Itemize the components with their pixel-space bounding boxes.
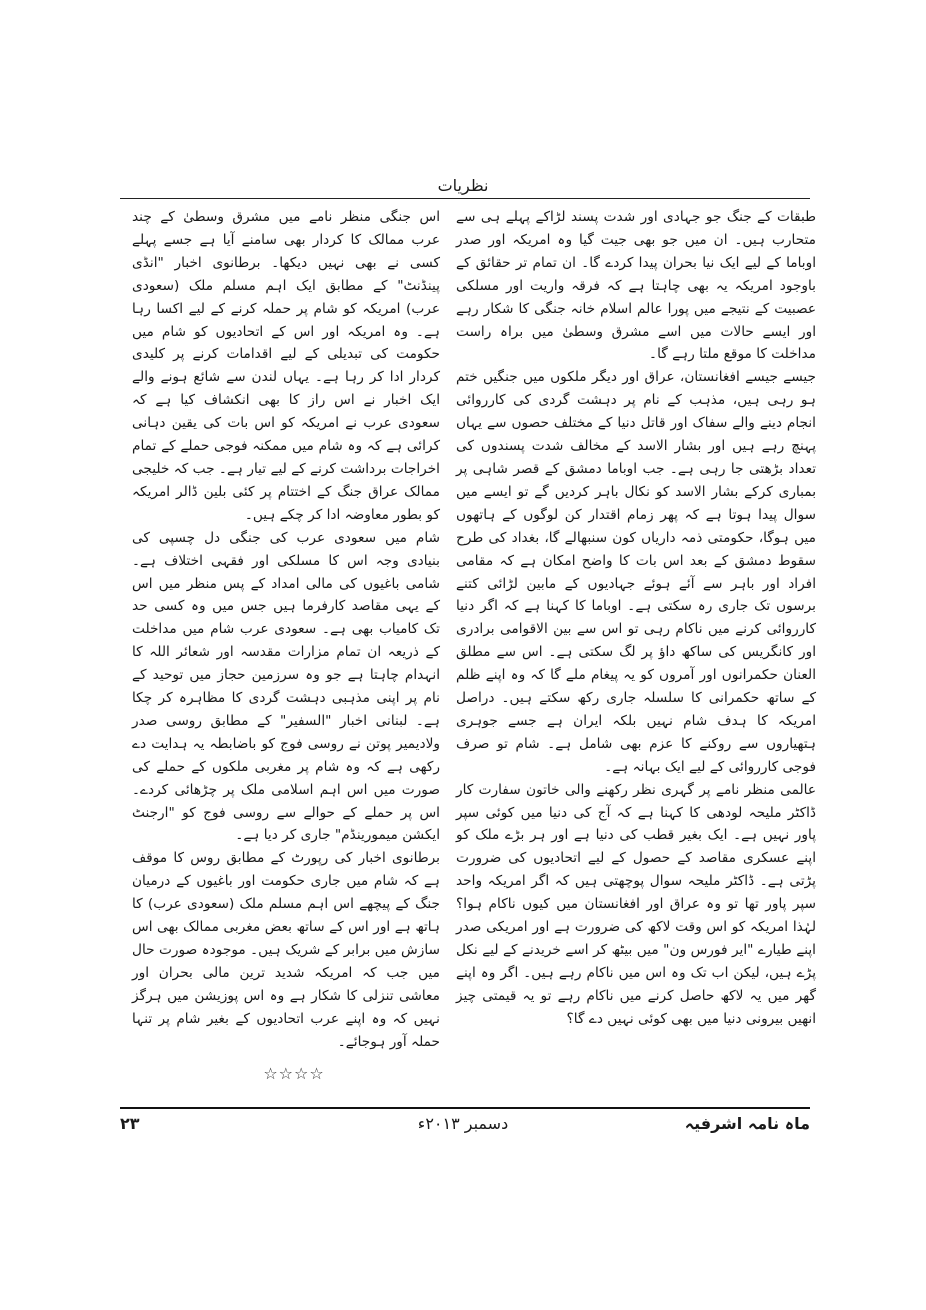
left-paragraph-1: اس جنگی منظر نامے میں مشرق وسطیٰ کے چند عرب ممالک کا کردار بھی سامنے آیا ہے جسے پہلے کسی نے بھی نہیں دیکھا۔ برطانوی اخبار "انڈی پینڈنٹ" کے مطابق ایک اہم مسلم ملک (سعودی عرب) امریکہ کو شام پر حملہ کرنے کے لیے اکسا رہا ہے۔ وہ امریکہ اور اس کے اتحادیوں کو شام میں حکومت کی تبدیلی کے لیے اقدامات کرنے پر کلیدی کردار ادا کر رہا ہے۔ یہاں لندن سے شائع ہونے والے ایک اخبار نے اس راز کا بھی انکشاف کیا ہے کہ سعودی عرب نے امریکہ کو اس بات کی یقین دہانی کرائی ہے کہ وہ شام میں ممکنہ فوجی حملے کے تمام اخراجات برداشت کرنے کے لیے تیار ہے۔ جب کہ خلیجی ممالک عراق جنگ کے اختتام پر کئی بلین ڈالر امریکہ کو بطور معاوضہ ادا کر چکے ہیں۔ <box>132 209 440 523</box>
right-paragraph-1: طبقات کے جنگ جو جہادی اور شدت پسند لڑاکے پہلے ہی سے متحارب ہیں۔ ان میں جو بھی جیت گیا وہ امریکہ اور صدر اوباما کے لیے ایک نیا بحران پیدا کردے گا۔ ان تمام تر حقائق کے باوجود امریکہ یہ بھی چاہتا ہے کہ فرقہ واریت اور مسلکی عصبیت کے نتیجے میں پورا عالم اسلام خانہ جنگی کا شکار رہے اور ایسے حالات میں اسے مشرق وسطیٰ میں براہ راست مداخلت کا موقع ملتا رہے گا۔ <box>456 209 816 363</box>
right-paragraph-2: جیسے جیسے افغانستان، عراق اور دیگر ملکوں میں جنگیں ختم ہو رہی ہیں، مذہب کے نام پر دہشت گردی کی کارروائی انجام دینے والے سفاک اور قاتل دنیا کے مختلف حصوں سے یہاں پہنچ رہے ہیں اور بشار الاسد کے مخالف شدت پسندوں کی تعداد بڑھتی جا رہی ہے۔ جب اوباما دمشق کے قصر شاہی پر بمباری کرکے بشار الاسد کو نکال باہر کردیں گے تو ایسے میں سوال پیدا ہوتا ہے کہ پھر زمام اقتدار کن لوگوں کے ہاتھوں میں ہوگا، حکومتی ذمہ داریاں کون سنبھالے گا، بغداد کی طرح سقوط دمشق کے بعد اس بات کا واضح امکان ہے کہ مقامی افراد اور باہر سے آئے ہوئے جہادیوں کے مابین لڑائی کتنے برسوں تک جاری رہ سکتی ہے۔ اوباما کا کہنا ہے کہ اگر دنیا کارروائی کرنے میں ناکام رہی تو اس سے بین الاقوامی برادری اور کانگریس کی ساکھ داؤ پر لگ سکتی ہے۔ اس سے مطلق العنان حکمرانوں اور آمروں کو یہ پیغام ملے گا کہ وہ اپنے ظلم کے ساتھ حکمرانی کا سلسلہ جاری رکھ سکتے ہیں۔ دراصل امریکہ کا ہدف شام نہیں بلکہ ایران ہے جسے جوہری ہتھیاروں سے روکنے کا عزم بھی شامل ہے۔ شام تو صرف فوجی کارروائی کے لیے ایک بہانہ ہے۔ <box>456 369 816 775</box>
right-column <box>456 206 816 1031</box>
page-header-title: نظریات <box>437 176 489 195</box>
section-end-stars: ☆☆☆☆ <box>263 1064 325 1083</box>
footer-page-number: ۲۳ <box>120 1114 140 1133</box>
left-paragraph-2: شام میں سعودی عرب کی جنگی دل چسپی کی بنیادی وجہ اس کا مسلکی اور فقہی اختلاف ہے۔ شامی باغیوں کی مالی امداد کے پس منظر میں اس کے یہی مقاصد کارفرما ہیں جس میں وہ کسی حد تک کامیاب بھی ہے۔ سعودی عرب شام میں مداخلت کے ذریعہ ان تمام مزارات مقدسہ اور شعائر اللہ کا انہدام چاہتا ہے جو وہ سرزمین حجاز میں توحید کے نام پر اپنی مذہبی دہشت گردی کا مظاہرہ کر چکا ہے۔ لبنانی اخبار "السفیر" کے مطابق روسی صدر ولادیمیر پوتن نے روسی فوج کو باضابطہ یہ ہدایت دے رکھی ہے کہ وہ شام پر مغربی ملکوں کے حملے کی صورت میں اس اہم اسلامی ملک پر چڑھائی کردے۔ اس پر حملے کے حوالے سے روسی فوج کو "ارجنٹ ایکشن میمورینڈم" جاری کر دیا ہے۔ <box>132 529 440 844</box>
footer-issue-date: دسمبر ۲۰۱۳ء <box>417 1114 509 1133</box>
header-divider <box>120 198 810 199</box>
left-paragraph-3: برطانوی اخبار کی رپورٹ کے مطابق روس کا موقف ہے کہ شام میں جاری حکومت اور باغیوں کے درمیان جنگ کے پیچھے اس اہم مسلم ملک (سعودی عرب) کا ہاتھ ہے اور اس کے ساتھ بعض مغربی ممالک بھی اس سازش میں برابر کے شریک ہیں۔ موجودہ صورت حال میں جب کہ امریکہ شدید ترین مالی بحران اور معاشی تنزلی کا شکار ہے وہ اس پوزیشن میں ہرگز نہیں کہ وہ اپنے عرب اتحادیوں کے بغیر شام پر تنہا حملہ آور ہوجائے۔ <box>132 850 440 1050</box>
right-paragraph-3: عالمی منظر نامے پر گہری نظر رکھنے والی خاتون سفارت کار ڈاکٹر ملیحہ لودھی کا کہنا ہے کہ آج کی دنیا میں کوئی سپر پاور نہیں ہے۔ ایک بغیر قطب کی دنیا ہے اور ہر بڑے ملک کو اپنے عسکری مقاصد کے حصول کے لیے اتحادیوں کی ضرورت پڑتی ہے۔ ڈاکٹر ملیحہ سوال پوچھتی ہیں کہ اگر امریکہ واحد سپر پاور تھا تو وہ عراق اور افغانستان میں کیوں ناکام ہوا؟ لہٰذا امریکہ کو اس وقت لاکھ کی ضرورت ہے اور امریکی صدر اپنے طیارے "ایر فورس ون" میں بیٹھ کر اسے خریدنے کے لیے نکل پڑے ہیں، لیکن اب تک وہ اس میں ناکام رہے ہیں۔ اگر وہ اپنے گھر میں یہ لاکھ حاصل کرنے میں ناکام رہے تو یہ قیمتی چیز انھیں بیرونی دنیا میں بھی کوئی نہیں دے گا؟ <box>456 781 816 1027</box>
footer-divider <box>120 1107 810 1109</box>
left-column <box>132 206 440 1054</box>
footer-publication-name: ماہ نامہ اشرفیہ <box>684 1114 810 1133</box>
